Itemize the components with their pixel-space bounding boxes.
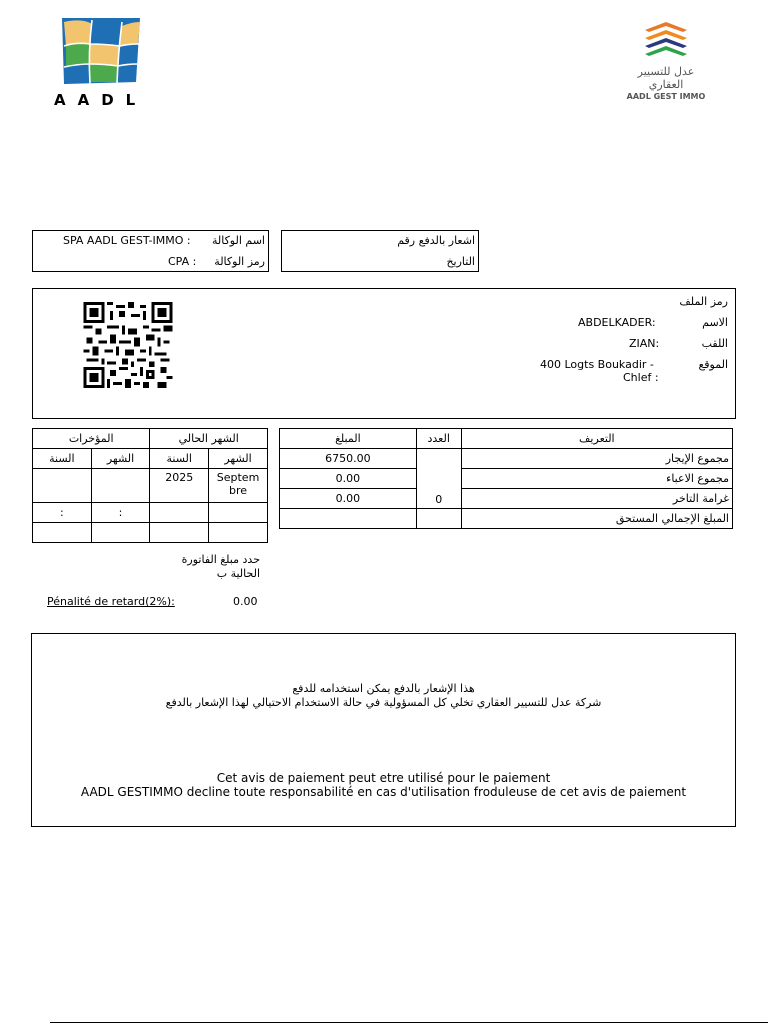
location-label: الموقع [698,358,728,371]
agency-box [32,230,269,272]
current-month-label: الشهر [209,449,268,469]
current-year-value: 2025 [150,469,209,503]
aadl-logo-mark [52,14,152,86]
file-code-label: رمز الملف [679,295,728,308]
definition-header: التعريف [461,429,732,449]
arrears-year-cell [33,469,92,503]
disclaimer-box [31,633,736,827]
current-month-value: Septem bre [209,469,268,503]
deadline-line1: حدد مبلغ الفاتورة [181,553,260,566]
total-label: المبلغ الإجمالي المستحق [461,509,732,529]
charges-table [279,428,733,529]
aadl-gest-immo-logo [624,20,708,104]
logo-arabic-text: عدل للتسيير العقاري [637,65,695,91]
arrears-header: المؤخرات [33,429,150,449]
notice-date-label: التاريخ [446,255,475,268]
footer-divider [50,1022,768,1023]
charges-amount: 0.00 [280,469,417,489]
location-value-line2: Chlef : [623,371,659,384]
empty-cell [209,503,268,523]
empty-cell [150,503,209,523]
empty-cell [33,523,92,543]
qr-code [83,302,173,388]
empty-cell [150,523,209,543]
arrears-month-cell [91,469,150,503]
rent-amount: 6750.00 [280,449,417,469]
aadl-logo-text: AADL [54,91,148,109]
penalty-count: 0 [416,449,461,509]
penalty-value: 0.00 [233,595,258,608]
penalty-label: غرامة التاخر [461,489,732,509]
roof-stripes-icon [639,20,693,62]
first-name-value: ABDELKADER: [578,316,656,329]
count-header: العدد [416,429,461,449]
penalty-label: Pénalité de retard(2%): [47,595,175,608]
charges-label: مجموع الاعباء [461,469,732,489]
months-table [32,428,268,543]
empty-cell [91,523,150,543]
rent-label: مجموع الإيجار [461,449,732,469]
agency-name-value: SPA AADL GEST-IMMO : [63,234,191,247]
penalty-amount: 0.00 [280,489,417,509]
disclaimer-fr-line1: Cet avis de paiement peut etre utilisé pour le paiement [216,771,551,785]
last-name-label: اللقب [701,337,728,350]
agency-code-label: رمز الوكالة [214,255,265,268]
location-value-line1: 400 Logts Boukadir - [540,358,654,371]
deadline-line2: الحالية ب [216,567,260,580]
current-month-header: الشهر الحالي [150,429,268,449]
total-amount [280,509,417,529]
disclaimer-ar-line2: شركة عدل للتسيير العقاري تخلي كل المسؤولية في حالة الاستخدام الاحتيالي لهذا الإشعار بالدفع [165,696,602,709]
empty-cell [209,523,268,543]
current-year-label: السنة [150,449,209,469]
arrears-month-label: الشهر [91,449,150,469]
total-count [416,509,461,529]
aadl-logo [52,14,152,109]
amount-header: المبلغ [280,429,417,449]
agency-code-value: CPA : [168,255,197,268]
first-name-label: الاسم [702,316,728,329]
logo-latin-text: AADL GEST IMMO [626,92,706,101]
last-name-value: ZIAN: [629,337,660,350]
arrears-year-label: السنة [33,449,92,469]
notice-box [281,230,479,272]
disclaimer-ar-line1: هذا الإشعار بالدفع يمكن استخدامه للدفع [292,682,475,695]
agency-name-label: اسم الوكالة [211,234,265,247]
arrears-year-colon: : [33,503,92,523]
notice-number-label: اشعار بالدفع رقم [397,234,475,247]
arrears-month-colon: : [91,503,150,523]
disclaimer-fr-line2: AADL GESTIMMO decline toute responsabilité en cas d'utilisation froduleuse de cet avis de paiement [80,785,687,799]
